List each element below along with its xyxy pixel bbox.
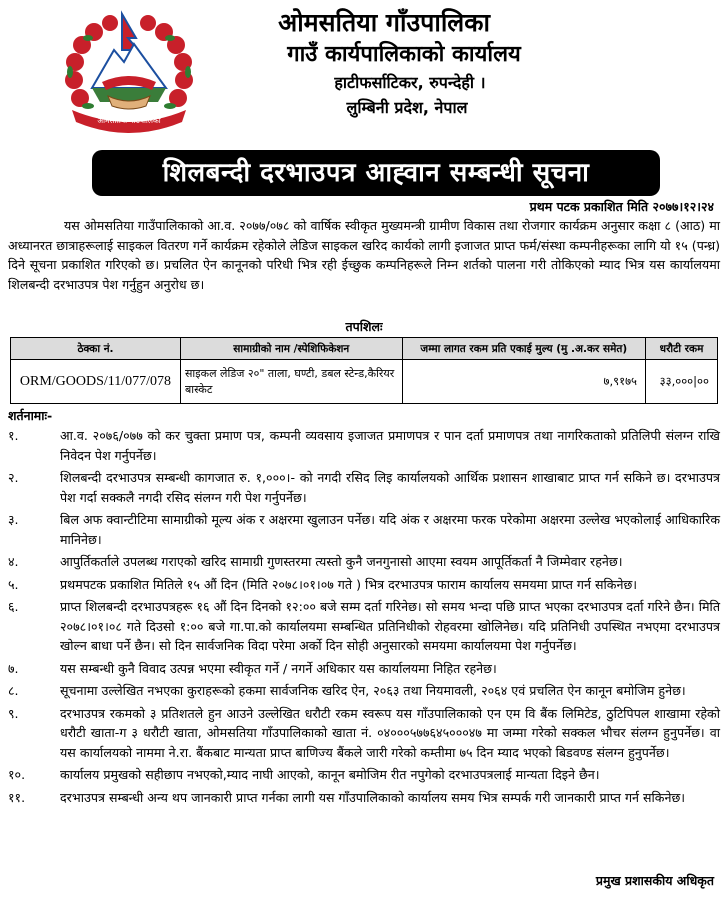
- term-number: २.: [8, 470, 19, 485]
- term-number: ८.: [8, 683, 19, 698]
- municipality-title: ओमसतिया गाँउपालिका: [278, 8, 490, 37]
- term-text: प्रथमपटक प्रकाशित मितिले १५ औं दिन (मिति २०७८।०१।०७ गते ) भित्र दरभाउपत्र फाराम कार्यालय समयमा प्राप्त गर्न सकिनेछ।: [60, 576, 638, 592]
- list-item: [8, 704, 720, 763]
- term-text: कार्यालय प्रमुखको सहीछाप नभएको,म्याद नाघी आएको, कानून बमोजिम रीत नपुगेको दरभाउपत्रलाई मान्यता दिइने छैन।: [60, 767, 600, 782]
- term-text: आपुर्तिकर्ताले उपलब्ध गराएको खरिद सामाग्री गुणस्तरमा त्यस्तो कुनै जनगुनासो आएमा स्वयम आपूर्तिकर्ता नै जिम्मेवार रहनेछ।: [60, 554, 623, 569]
- table-row: [11, 360, 718, 404]
- list-item: [8, 575, 720, 595]
- list-item: [8, 510, 720, 549]
- intro-paragraph: [8, 216, 720, 294]
- contract-number: ORM/GOODS/11/077/078: [11, 360, 181, 404]
- terms-list: [8, 426, 720, 810]
- column-header: सामाग्रीको नाम /स्पेशिफिकेशन: [180, 338, 402, 360]
- term-text: दरभाउपत्र सम्बन्धी अन्य थप जानकारी प्राप्त गर्नका लागी यस गाँउपालिकाको कार्यालय समय भित्र सम्पर्क गरी जानकारी प्राप्त गर्न सकिनेछ।: [60, 789, 686, 805]
- office-title: गाउँ कार्यपालिकाको कार्यालय: [287, 42, 521, 67]
- term-number: ४.: [8, 554, 19, 569]
- item-specification: साइकल लेडिज २०" ताला, घण्टी, डबल स्टेन्ड,कैरियर बास्केट: [180, 360, 402, 404]
- term-text: शिलबन्दी दरभाउपत्र सम्बन्धी कागजात रु. १,०००।- को नगदी रसिद लिइ कार्यालयको आर्थिक प्रशासन शाखाबाट प्राप्त गर्न सकिने छ। दरभाउपत्र पेश गर्दा सक्कलै नगदी रसिद संलग्न गरी पेश गर्नुपर्नेछ।: [60, 470, 720, 505]
- table-header-row: [11, 338, 718, 360]
- column-header: धरौटी रकम: [646, 338, 718, 360]
- office-address: हाटीफर्साटिकर, रुपन्देही ।: [334, 73, 486, 92]
- list-item: [8, 765, 720, 785]
- header: [0, 6, 728, 120]
- list-item: [8, 788, 720, 808]
- term-text: दरभाउपत्र रकमको ३ प्रतिशतले हुन आउने उल्लेखित धरौटी रकम स्वरूप यस गाँउपालिकाको एन एम वि बैंक लिमिटेड, ठुटिपिपल शाखामा रहेको धरौटी खाता-ग ३ धरौटी खाता, ओमसतिया गाँउपालिकाको खाता नं. ०४०००५७७६४५०००४७ मा जम्मा गरेको सक्कल भौचर संलग्न हुनुपर्नेछ। वा यस कार्यालयको नाममा ने.रा. बैंकबाट मान्यता प्राप्त बाणिज्य बैंकले जारी गरेको कम्तीमा ७५ दिन म्याद भएको बिडवण्ड संलग्न हुनुपर्नेछ।: [60, 705, 720, 760]
- emblem-caption: ओमसतिया गाउँपालिका: [97, 116, 161, 125]
- term-text: सूचनामा उल्लेखित नभएका कुराहरूको हकमा सार्वजनिक खरिद ऐन, २०६३ तथा नियमावली, २०६४ एवं प्रचलित ऐन कानून बमोजिम हुनेछ।: [60, 683, 686, 698]
- list-item: [8, 426, 720, 465]
- list-item: [8, 468, 720, 507]
- term-number: ६.: [8, 599, 19, 614]
- table-caption: तपशिलः: [345, 319, 383, 334]
- list-item: [8, 659, 720, 679]
- term-text: यस सम्बन्धी कुनै विवाद उत्पन्न भएमा स्वीकृत गर्ने / नगर्ने अधिकार यस कार्यालयमा निहित रहनेछ।: [60, 660, 497, 676]
- term-text: बिल अफ क्वान्टीटिमा सामाग्रीको मूल्य अंक र अक्षरमा खुलाउन पर्नेछ। यदि अंक र अक्षरमा फरक परेकोमा अक्षरमा उल्लेख भएकोलाई आधिकारिक मानिनेछ।: [60, 512, 720, 547]
- term-number: ११.: [8, 789, 26, 805]
- list-item: [8, 681, 720, 701]
- list-item: [8, 597, 720, 656]
- spec-table: [10, 337, 718, 404]
- intro-text: यस ओमसतिया गाउँपालिकाको आ.व. २०७७/०७८ को वार्षिक स्वीकृत मुख्यमन्त्री ग्रामीण विकास तथा रोजगार कार्यक्रम अनुसार कक्षा ८ (आठ) मा अध्यानरत छात्राहरूलाई साइकल वितरण गर्ने कार्यक्रम रहेकोले लेडिज साइकल खरिद कार्यको लागी इजाजत प्राप्त फर्म/संस्था कम्पनीहरूका लागि यो १५ (पन्ध्र) दिने सूचना प्रकाशित गरिएको छ। प्रचलित ऐन कानूनको परिधी भित्र रही ईच्छुक कम्पनिहरूले निम्न शर्तको पालना गरी तोकिएको म्याद भित्र यस कार्यालयमा शिलबन्दी दरभाउपत्र पेश गर्नुहुन अनुरोध छ।: [8, 218, 720, 292]
- province-name: लुम्बिनी प्रदेश, नेपाल: [346, 98, 468, 117]
- column-header: ठेक्का नं.: [11, 338, 181, 360]
- term-number: ३.: [8, 512, 19, 527]
- term-number: ५.: [8, 576, 19, 592]
- signatory-title: प्रमुख प्रशासकीय अधिकृत: [595, 873, 714, 888]
- term-text: आ.व. २०७६/०७७ को कर चुक्ता प्रमाण पत्र, कम्पनी व्यवसाय इजाजत प्रमाणपत्र र पान दर्ता प्रमाणपत्र तथा नागरिकताको प्रतिलिपी संलग्न राखि निवेदन पेश गर्नुपर्नेछ।: [60, 428, 720, 463]
- column-header: जम्मा लागत रकम प्रति एकाई मुल्य (मु .अ.कर समेत): [402, 338, 645, 360]
- deposit-amount: ३३,०००|००: [646, 360, 718, 404]
- term-number: ७.: [8, 660, 19, 676]
- unit-cost: ७,९१७५: [402, 360, 645, 404]
- term-text: प्राप्त शिलबन्दी दरभाउपत्रहरू १६ औं दिन दिनको १२:०० बजे सम्म दर्ता गरिनेछ। सो समय भन्दा पछि प्राप्त भएका दरभाउपत्र दर्ता गरिने छैन। मिति २०७८।०१।०८ गते दिउसो १:०० बजे गा.पा.को कार्यालयमा सम्बन्धित प्रतिनिधीको रोहवरमा खोलिनेछ। यदि प्रतिनिधी उपस्थित नभएमा दरभाउपत्र खोल्न बाधा पर्ने छैन। सो दिन सार्वजनिक विदा परेमा अर्को दिन सोही अनुसारको समयमा कार्यालयमा पेश गर्नुपर्नेछ।: [60, 599, 720, 653]
- publish-date: प्रथम पटक प्रकाशित मिति २०७७।१२।२४: [529, 199, 714, 214]
- term-number: ९.: [8, 705, 19, 721]
- terms-title: शर्तनामाः-: [8, 408, 53, 423]
- list-item: [8, 552, 720, 572]
- notice-title-banner: शिलबन्दी दरभाउपत्र आह्‍वान सम्बन्धी सूचना: [92, 150, 660, 196]
- term-number: १.: [8, 428, 19, 443]
- term-number: १०.: [8, 767, 26, 782]
